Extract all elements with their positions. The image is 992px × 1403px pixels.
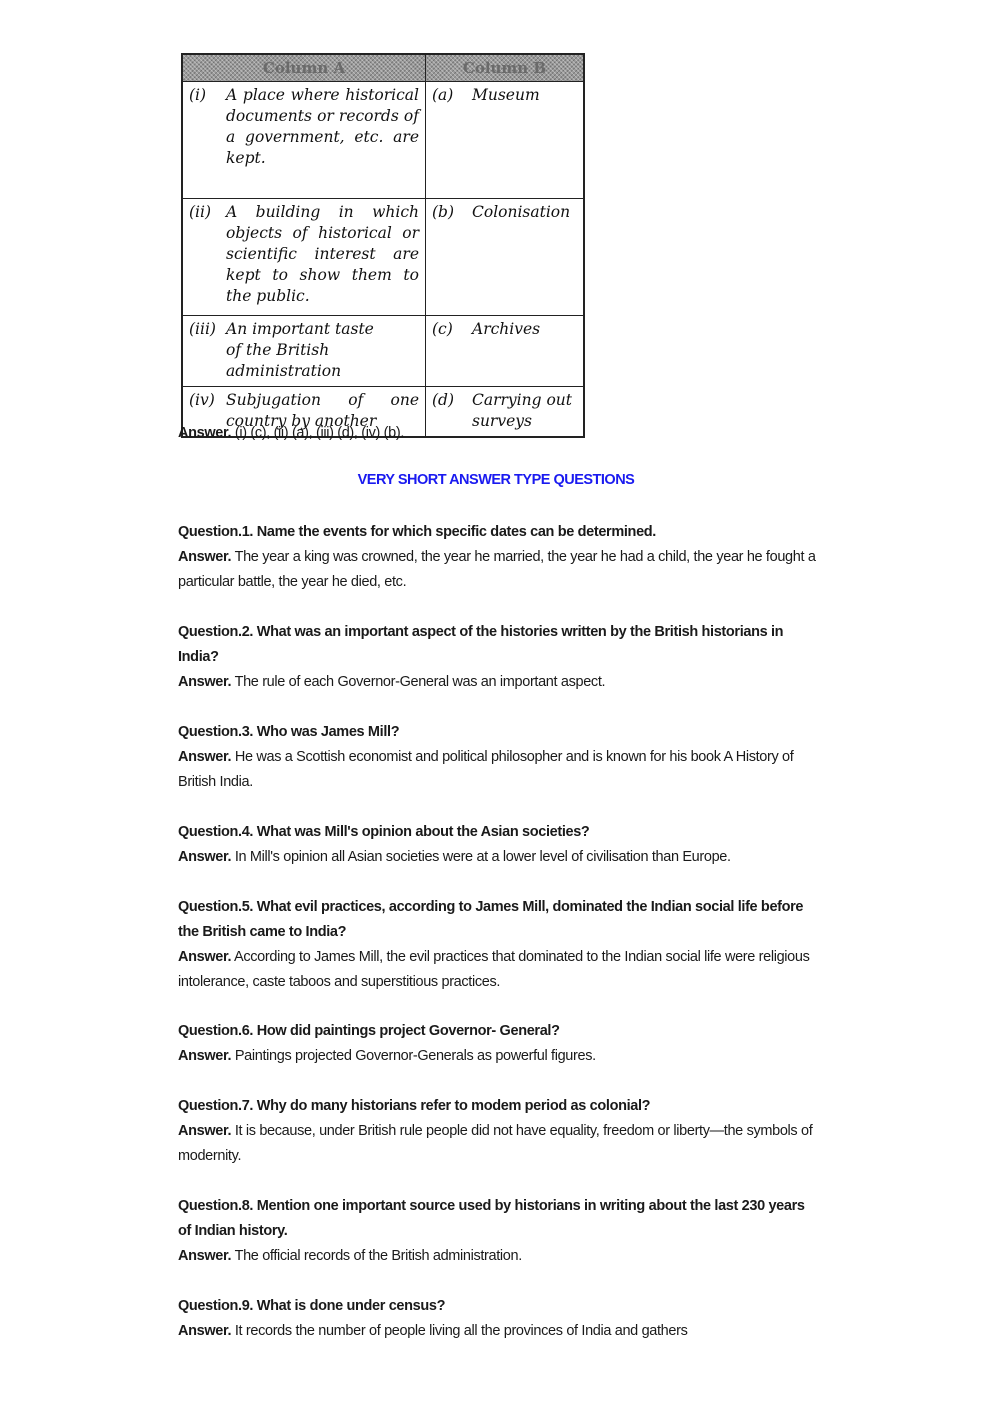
row-number: (iii) (189, 320, 216, 338)
column-a-cell (182, 199, 426, 316)
column-b-text: Museum (472, 86, 540, 104)
question-text: Question.3. Who was James Mill? (178, 724, 400, 740)
table-row (182, 82, 584, 199)
answer (178, 845, 818, 870)
answer (178, 945, 818, 995)
question-text: Question.5. What evil practices, according to James Mill, dominated the Indian social life before the British came to India? (178, 899, 804, 940)
answer-text: It is because, under British rule people did not have equality, freedom or liberty—the symbols of modernity. (178, 1123, 813, 1164)
column-a-text: Subjugation of one country by another (226, 391, 419, 430)
answer-label: Answer. (178, 749, 232, 765)
answer-label: Answer. (178, 674, 232, 690)
answer-text: The rule of each Governor-General was an important aspect. (231, 674, 606, 690)
answer (178, 1319, 818, 1344)
answer-text: It records the number of people living all the provinces of India and gathers (231, 1323, 688, 1339)
answer-label: Answer. (178, 949, 232, 965)
answer (178, 745, 818, 795)
answer-text: The year a king was crowned, the year he married, the year he had a child, the year he fought a particular battle, the year he died, etc. (178, 549, 816, 590)
qa-item-7 (178, 1094, 818, 1169)
question-text: Question.6. How did paintings project Governor- General? (178, 1023, 560, 1039)
question-text: Question.8. Mention one important source used by historians in writing about the last 230 years of Indian history. (178, 1198, 805, 1239)
answer-label: Answer. (178, 1048, 232, 1064)
column-a-header: Column A (182, 54, 426, 82)
question-text: Question.4. What was Mill's opinion about the Asian societies? (178, 824, 590, 840)
match-answer (178, 421, 818, 446)
row-letter: (a) (432, 86, 454, 104)
column-b-cell (426, 316, 585, 387)
match-the-columns-table (181, 53, 585, 438)
row-number: (i) (189, 86, 207, 104)
question-text: Question.2. What was an important aspect of the histories written by the British historians in India? (178, 624, 784, 665)
answer-text: Paintings projected Governor-Generals as powerful figures. (231, 1048, 596, 1064)
qa-item-8 (178, 1194, 818, 1269)
qa-item-4 (178, 820, 818, 870)
column-b-text: Archives (472, 320, 541, 338)
column-b-text: Carrying out surveys (472, 391, 573, 430)
qa-item-3 (178, 720, 818, 795)
answer-label: Answer. (178, 1323, 232, 1339)
answer (178, 545, 818, 595)
table-row (182, 316, 584, 387)
answer-text: In Mill's opinion all Asian societies were at a lower level of civilisation than Europe. (231, 849, 731, 865)
answer-label: Answer. (178, 425, 232, 441)
row-letter: (d) (432, 391, 455, 409)
answer-label: Answer. (178, 549, 232, 565)
column-b-cell (426, 199, 585, 316)
answer (178, 1244, 818, 1269)
qa-item-5 (178, 895, 818, 995)
column-b-cell (426, 82, 585, 199)
answer-label: Answer. (178, 849, 232, 865)
section-title: VERY SHORT ANSWER TYPE QUESTIONS (357, 472, 635, 488)
table-row (182, 199, 584, 316)
answer-label: Answer. (178, 1123, 232, 1139)
column-a-cell (182, 316, 426, 387)
question-text: Question.9. What is done under census? (178, 1298, 446, 1314)
qa-item-2 (178, 620, 818, 695)
column-b-header: Column B (426, 54, 585, 82)
answer (178, 670, 818, 695)
column-a-text: A building in which objects of historical or scientific interest are kept to show them to the public. (226, 203, 419, 305)
column-a-cell (182, 82, 426, 199)
column-a-text: A place where historical documents or records of a government, etc. are kept. (226, 86, 419, 167)
row-number: (ii) (189, 203, 212, 221)
row-letter: (c) (432, 320, 453, 338)
answer (178, 1044, 818, 1069)
row-letter: (b) (432, 203, 455, 221)
answer-label: Answer. (178, 1248, 232, 1264)
answer-text: The official records of the British administration. (231, 1248, 522, 1264)
row-number: (iv) (189, 391, 215, 409)
qa-item-6 (178, 1019, 818, 1069)
column-b-text: Colonisation (472, 203, 571, 221)
answer-text: (i) (c), (ii) (a), (iii) (d), (iv) (b). (231, 425, 405, 441)
question-text: Question.1. Name the events for which specific dates can be determined. (178, 524, 656, 540)
qa-item-1 (178, 520, 818, 595)
qa-item-9 (178, 1294, 818, 1344)
table-header-row (182, 54, 584, 82)
answer (178, 1119, 818, 1169)
question-text: Question.7. Why do many historians refer to modem period as colonial? (178, 1098, 651, 1114)
column-a-text: An important taste of the British administration (226, 320, 374, 380)
answer-text: According to James Mill, the evil practices that dominated to the Indian social life were religious intolerance, caste taboos and superstitious practices. (178, 949, 810, 990)
answer-text: He was a Scottish economist and political philosopher and is known for his book A History of British India. (178, 749, 794, 790)
